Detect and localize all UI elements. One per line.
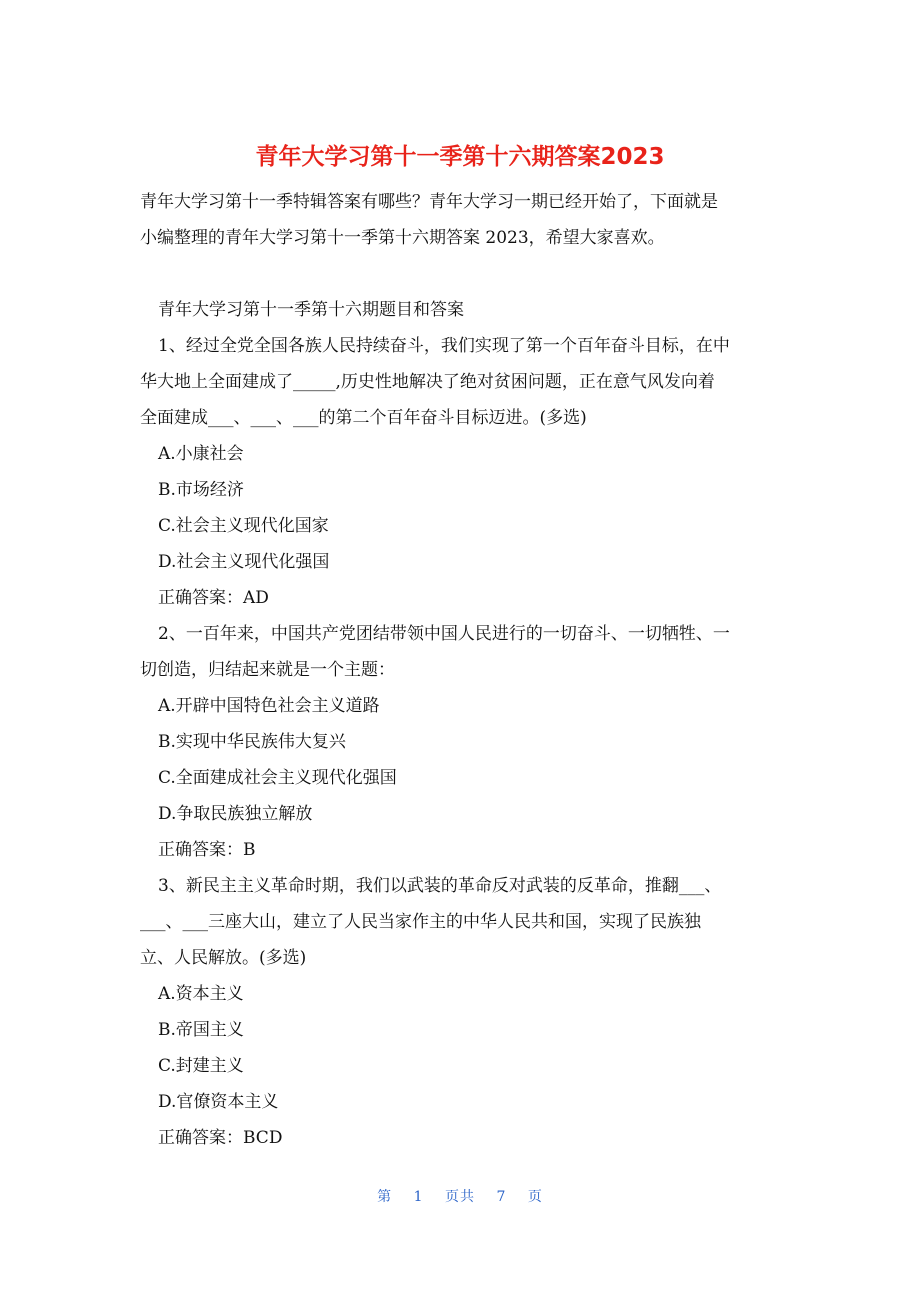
- option-b: B.市场经济: [158, 480, 244, 500]
- option-d: D.社会主义现代化强国: [158, 552, 330, 572]
- question-text-line: 全面建成___、___、___的第二个百年奋斗目标迈进。(多选): [140, 408, 587, 428]
- question-text-line: 2、一百年来，中国共产党团结带领中国人民进行的一切奋斗、一切牺牲、一: [158, 624, 730, 644]
- question-text-line: 切创造，归结起来就是一个主题：: [140, 660, 395, 680]
- section-heading: 青年大学习第十一季第十六期题目和答案: [158, 300, 464, 320]
- page-footer: [0, 1186, 920, 1208]
- intro-paragraph: [140, 184, 790, 256]
- option-d: D.争取民族独立解放: [158, 804, 313, 824]
- footer-di: 第: [377, 1189, 393, 1205]
- question-block: [140, 616, 790, 868]
- option-c: C.封建主义: [158, 1056, 244, 1076]
- footer-current-page: 1: [413, 1189, 424, 1205]
- option-d: D.官僚资本主义: [158, 1092, 279, 1112]
- footer-ye-gong: 页共: [445, 1189, 475, 1205]
- question-text-line: 华大地上全面建成了_____,历史性地解决了绝对贫困问题，正在意气风发向着: [140, 372, 715, 392]
- question-section: [140, 292, 790, 1156]
- question-text-line: 3、新民主主义革命时期，我们以武装的革命反对武装的反革命，推翻___、: [158, 876, 722, 896]
- correct-answer: 正确答案：B: [158, 840, 256, 860]
- correct-answer: 正确答案：BCD: [158, 1128, 283, 1148]
- question-text-line: 立、人民解放。(多选): [140, 948, 307, 968]
- option-a: A.小康社会: [158, 444, 244, 464]
- option-b: B.帝国主义: [158, 1020, 244, 1040]
- question-text-line: 1、经过全党全国各族人民持续奋斗，我们实现了第一个百年奋斗目标，在中: [158, 336, 730, 356]
- option-b: B.实现中华民族伟大复兴: [158, 732, 346, 752]
- question-text-line: ___、___三座大山，建立了人民当家作主的中华人民共和国，实现了民族独: [140, 912, 701, 932]
- intro-line: 小编整理的青年大学习第十一季第十六期答案 2023，希望大家喜欢。: [140, 228, 665, 248]
- option-c: C.全面建成社会主义现代化强国: [158, 768, 397, 788]
- footer-total-pages: 7: [496, 1189, 507, 1205]
- question-block: [140, 328, 790, 616]
- correct-answer: 正确答案：AD: [158, 588, 269, 608]
- option-a: A.资本主义: [158, 984, 244, 1004]
- intro-line: 青年大学习第十一季特辑答案有哪些？青年大学习一期已经开始了，下面就是: [140, 192, 718, 212]
- option-c: C.社会主义现代化国家: [158, 516, 329, 536]
- footer-ye: 页: [527, 1189, 543, 1205]
- option-a: A.开辟中国特色社会主义道路: [158, 696, 380, 716]
- question-block: [140, 868, 790, 1156]
- document-title: 青年大学习第十一季第十六期答案2023: [255, 144, 665, 170]
